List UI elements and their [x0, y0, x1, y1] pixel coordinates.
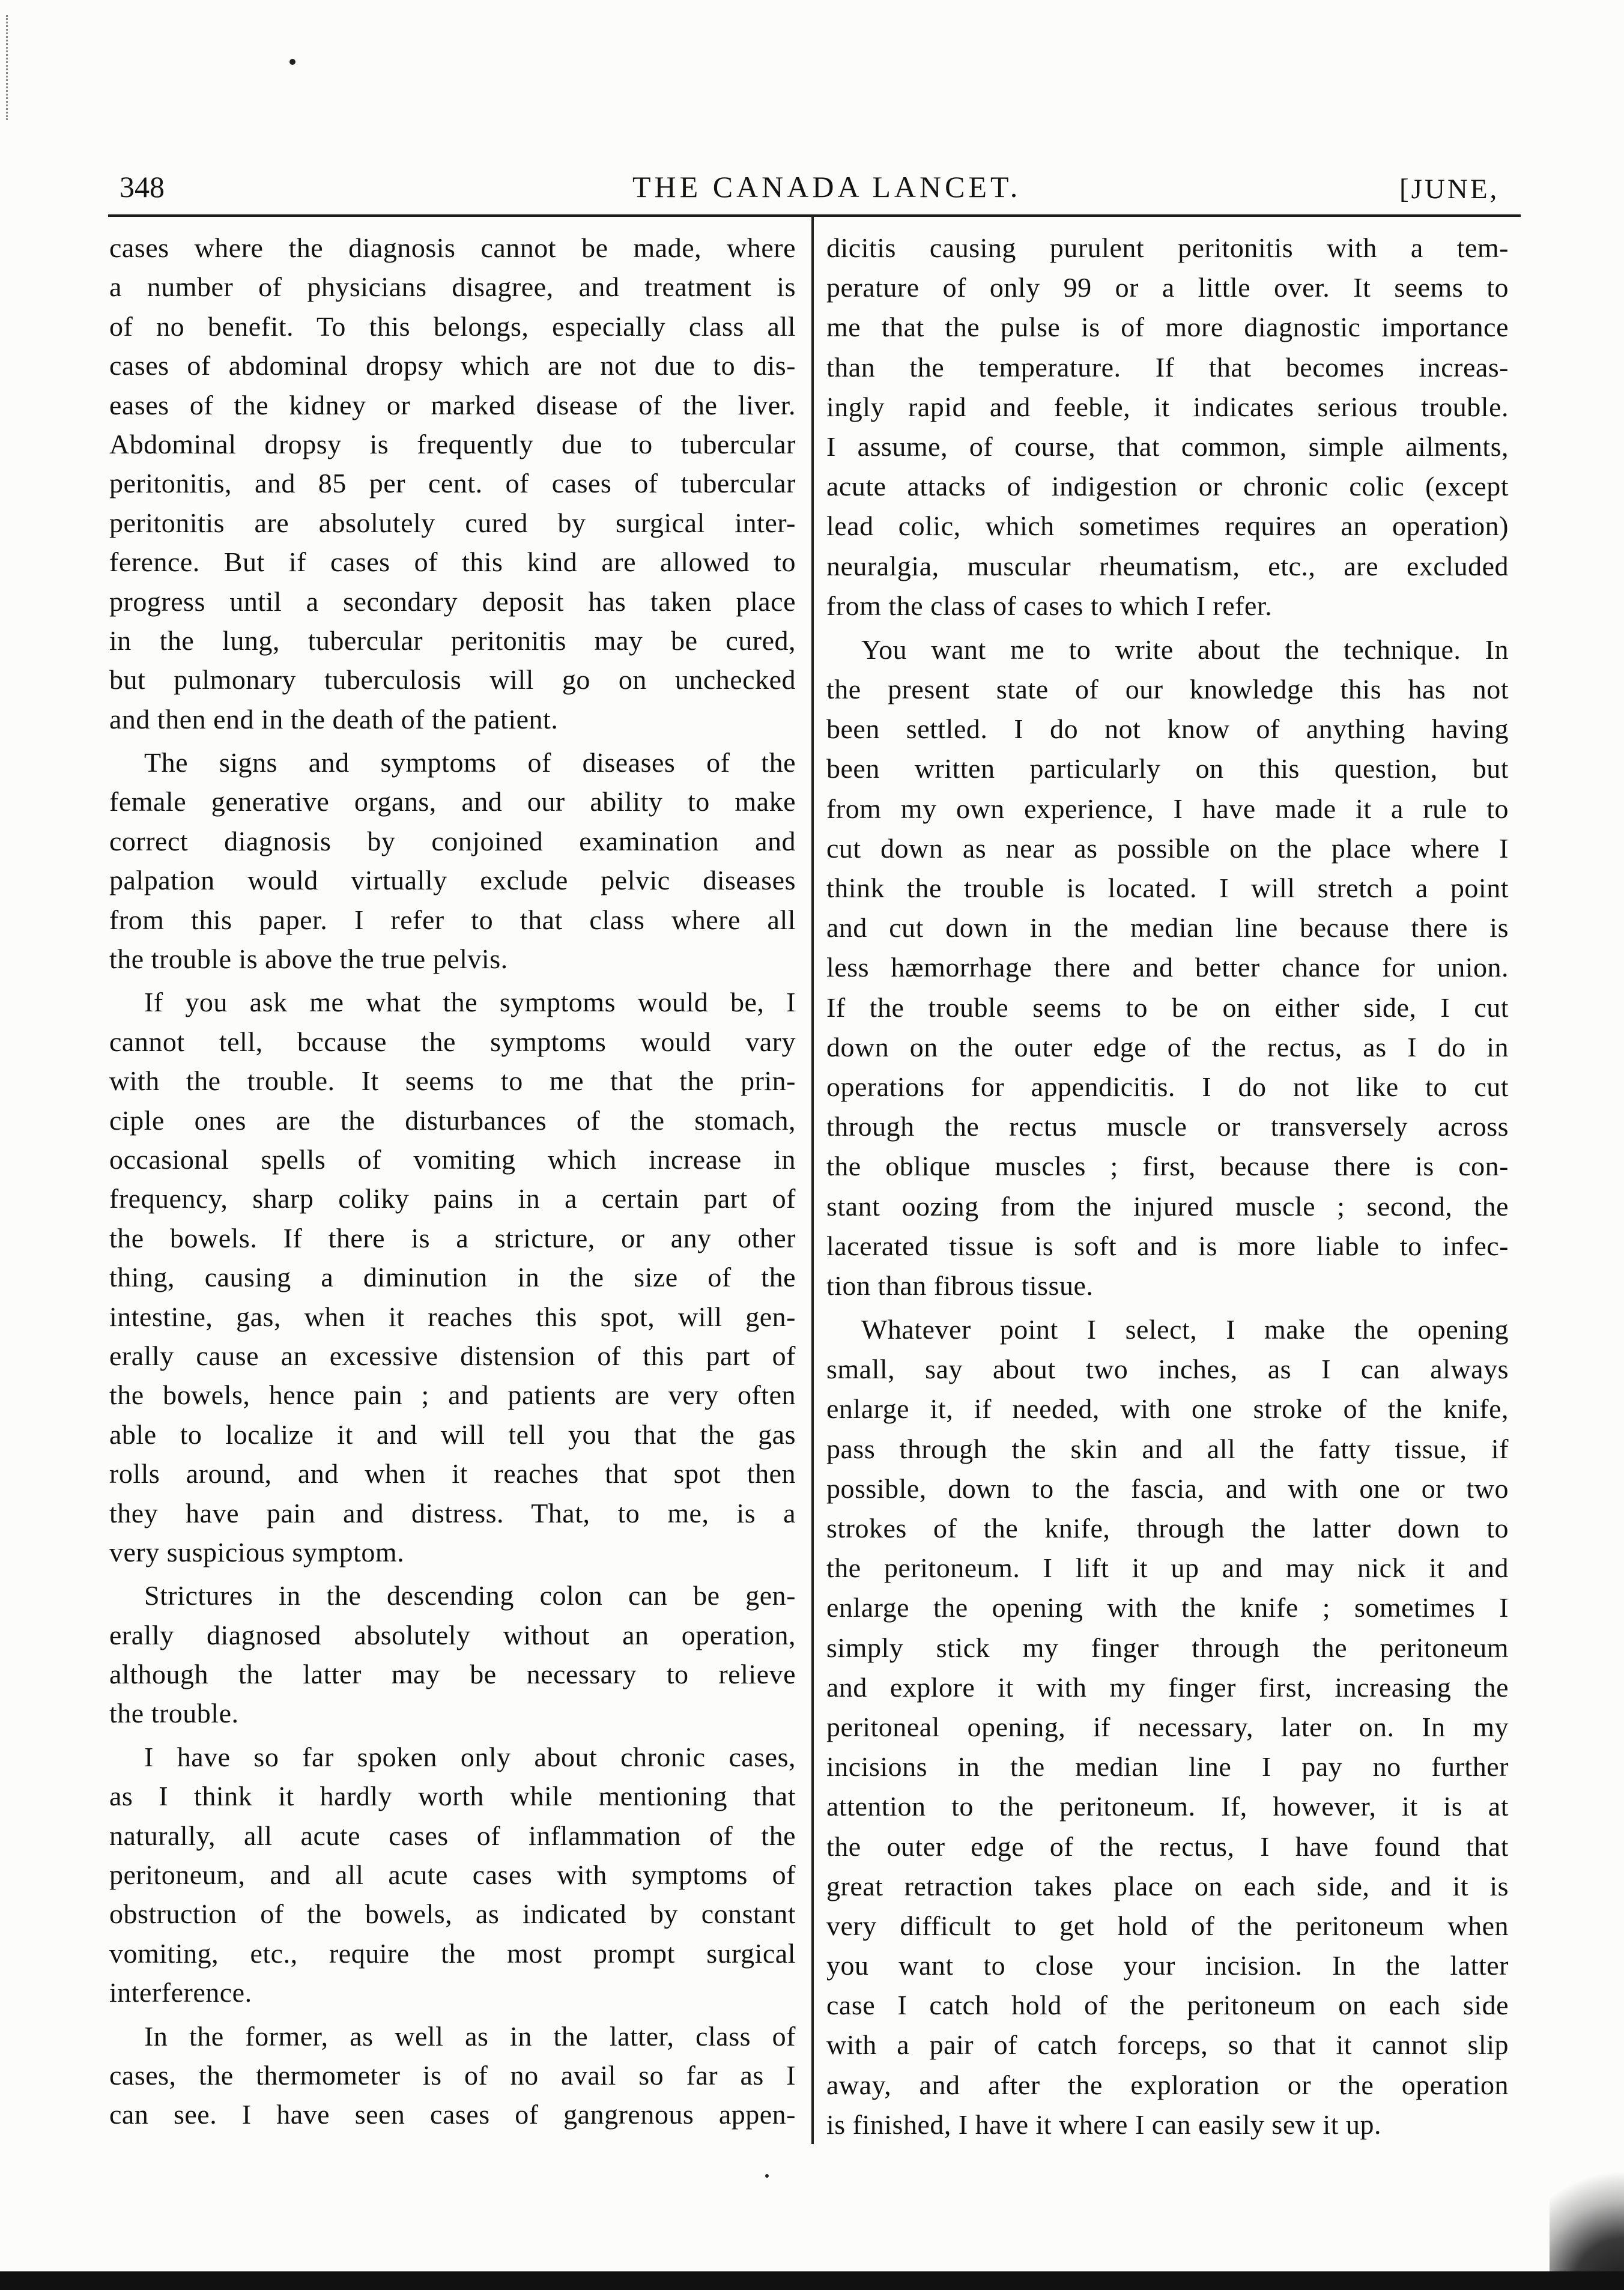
- text-line: down on the outer edge of the rectus, as I do in: [826, 1031, 1509, 1062]
- text-line: cases where the diagnosis cannot be made, where: [109, 232, 796, 263]
- text-line: me that the pulse is of more diagnostic importance: [826, 312, 1509, 343]
- header-rule: [108, 214, 1521, 217]
- text-line: very suspicious symptom.: [109, 1536, 405, 1568]
- text-line: Whatever point I select, I make the opening: [861, 1314, 1509, 1345]
- text-line: very difficult to get hold of the peritoneum when: [826, 1910, 1509, 1941]
- paragraph: [109, 228, 796, 739]
- right-column: [826, 228, 1509, 2145]
- text-line: peritonitis are absolutely cured by surgical inter-: [109, 507, 796, 538]
- text-line: case I catch hold of the peritoneum on each side: [826, 1990, 1509, 2021]
- text-line: able to localize it and will tell you that the gas: [109, 1419, 796, 1450]
- text-line: incisions in the median line I pay no further: [826, 1751, 1509, 1783]
- text-line: peritoneal opening, if necessary, later on. In my: [826, 1711, 1509, 1742]
- page-bottom-edge: [0, 2271, 1624, 2290]
- margin-marks: [6, 15, 8, 120]
- text-line: great retraction takes place on each side, and it is: [826, 1870, 1509, 1901]
- text-line: enlarge the opening with the knife ; sometimes I: [826, 1592, 1509, 1623]
- text-line: cut down as near as possible on the place where I: [826, 832, 1509, 864]
- text-line: cases of abdominal dropsy which are not due to dis-: [109, 350, 796, 381]
- text-line: less hæmorrhage there and better chance for union.: [826, 952, 1509, 983]
- text-line: Abdominal dropsy is frequently due to tubercular: [109, 428, 796, 459]
- text-line: thing, causing a diminution in the size of the: [109, 1262, 796, 1293]
- text-line: is finished, I have it where I can easily sew it up.: [826, 2109, 1382, 2140]
- text-line: think the trouble is located. I will stretch a point: [826, 873, 1509, 903]
- text-line: correct diagnosis by conjoined examination and: [109, 825, 796, 856]
- text-line: vomiting, etc., require the most prompt surgical: [109, 1937, 796, 1969]
- paragraph: [826, 1310, 1509, 2145]
- text-line: ference. But if cases of this kind are allowed to: [109, 547, 796, 578]
- text-line: peritoneum, and all acute cases with symptoms of: [109, 1859, 796, 1891]
- text-line: neuralgia, muscular rheumatism, etc., are excluded: [826, 550, 1509, 581]
- text-line: small, say about two inches, as I can always: [826, 1354, 1509, 1385]
- text-line: although the latter may be necessary to relieve: [109, 1659, 796, 1690]
- text-line: peritonitis, and 85 per cent. of cases of tubercular: [109, 468, 796, 499]
- text-line: and then end in the death of the patient.: [109, 703, 559, 735]
- text-line: in the lung, tubercular peritonitis may be cured,: [109, 625, 796, 656]
- text-line: perature of only 99 or a little over. It seems to: [826, 272, 1509, 303]
- text-line: the present state of our knowledge this has not: [826, 674, 1509, 705]
- text-line: frequency, sharp coliky pains in a certain part of: [109, 1183, 796, 1214]
- text-line: the peritoneum. I lift it up and may nick it and: [826, 1552, 1509, 1584]
- text-line: strokes of the knife, through the latter down to: [826, 1513, 1509, 1543]
- text-line: I assume, of course, that common, simple ailments,: [826, 431, 1509, 462]
- text-line: Strictures in the descending colon can be gen-: [144, 1580, 796, 1611]
- text-line: through the rectus muscle or transversely across: [826, 1111, 1509, 1142]
- text-line: from this paper. I refer to that class where all: [109, 904, 796, 935]
- text-line: possible, down to the fascia, and with one or two: [826, 1473, 1509, 1504]
- paragraph: [109, 1737, 796, 2013]
- text-line: and explore it with my finger first, increasing the: [826, 1671, 1509, 1703]
- paragraph: [109, 743, 796, 978]
- text-line: progress until a secondary deposit has taken place: [109, 586, 796, 617]
- paragraph: [826, 228, 1509, 626]
- text-line: lead colic, which sometimes requires an operation): [826, 510, 1509, 542]
- text-line: female generative organs, and our ability to make: [109, 786, 796, 817]
- text-line: can see. I have seen cases of gangrenous appen-: [109, 2099, 796, 2130]
- text-line: I have so far spoken only about chronic cases,: [144, 1741, 796, 1772]
- text-line: naturally, all acute cases of inflammation of the: [109, 1820, 796, 1851]
- text-line: occasional spells of vomiting which increase in: [109, 1143, 796, 1175]
- text-line: In the former, as well as in the latter, class of: [144, 2020, 796, 2052]
- text-line: the trouble is above the true pelvis.: [109, 944, 508, 975]
- text-line: stant oozing from the injured muscle ; second, the: [826, 1190, 1509, 1222]
- text-line: pass through the skin and all the fatty tissue, if: [826, 1433, 1509, 1464]
- text-line: interference.: [109, 1977, 252, 2008]
- text-line: a number of physicians disagree, and treatment is: [109, 271, 796, 303]
- journal-title: THE CANADA LANCET.: [632, 170, 1022, 204]
- left-column: [109, 228, 796, 2134]
- text-line: attention to the peritoneum. If, however, it is at: [826, 1791, 1509, 1822]
- text-line: with a pair of catch forceps, so that it cannot slip: [826, 2029, 1509, 2061]
- text-line: with the trouble. It seems to me that the prin-: [109, 1065, 796, 1097]
- text-line: as I think it hardly worth while mentioning that: [109, 1781, 796, 1812]
- text-line: the bowels. If there is a stricture, or any other: [109, 1222, 796, 1253]
- text-line: lacerated tissue is soft and is more liable to infec-: [826, 1230, 1509, 1261]
- ink-speck: [289, 59, 295, 65]
- text-line: If you ask me what the symptoms would be, I: [144, 987, 796, 1018]
- text-line: You want me to write about the technique. In: [861, 634, 1509, 665]
- text-line: than the temperature. If that becomes increas-: [826, 351, 1509, 383]
- text-line: tion than fibrous tissue.: [826, 1270, 1094, 1301]
- text-line: palpation would virtually exclude pelvic diseases: [109, 865, 796, 896]
- text-line: away, and after the exploration or the operation: [826, 2069, 1509, 2100]
- text-line: operations for appendicitis. I do not like to cut: [826, 1071, 1509, 1102]
- text-line: ingly rapid and feeble, it indicates serious trouble.: [826, 391, 1509, 422]
- text-line: the trouble.: [109, 1698, 239, 1729]
- ink-speck: [765, 2174, 769, 2178]
- text-line: they have pain and distress. That, to me, is a: [109, 1497, 796, 1528]
- page-number: 348: [120, 170, 165, 204]
- text-line: from the class of cases to which I refer.: [826, 590, 1273, 621]
- text-line: the bowels, hence pain ; and patients are very often: [109, 1380, 796, 1411]
- text-line: the outer edge of the rectus, I have found that: [826, 1831, 1509, 1862]
- text-line: you want to close your incision. In the latter: [826, 1950, 1509, 1981]
- text-line: been settled. I do not know of anything having: [826, 713, 1509, 745]
- paragraph: [109, 983, 796, 1572]
- text-line: simply stick my finger through the peritoneum: [826, 1632, 1509, 1663]
- paragraph: [109, 2017, 796, 2134]
- text-line: cannot tell, bccause the symptoms would vary: [109, 1026, 796, 1057]
- text-line: but pulmonary tuberculosis will go on unchecked: [109, 664, 796, 695]
- issue-month: [JUNE,: [1399, 174, 1500, 205]
- text-line: erally cause an excessive distension of this part of: [109, 1340, 796, 1371]
- text-line: of no benefit. To this belongs, especially class all: [109, 310, 796, 342]
- text-line: enlarge it, if needed, with one stroke of the knife,: [826, 1393, 1509, 1425]
- text-line: acute attacks of indigestion or chronic colic (except: [826, 471, 1509, 502]
- text-line: obstruction of the bowels, as indicated by constant: [109, 1898, 796, 1930]
- text-line: rolls around, and when it reaches that spot then: [109, 1458, 796, 1489]
- text-line: erally diagnosed absolutely without an operation,: [109, 1619, 796, 1650]
- paragraph: [109, 1576, 796, 1733]
- text-line: eases of the kidney or marked disease of the liver.: [109, 389, 796, 420]
- text-line: intestine, gas, when it reaches this spot, will gen-: [109, 1301, 796, 1332]
- column-divider: [811, 216, 814, 2144]
- text-line: cases, the thermometer is of no avail so far as I: [109, 2059, 796, 2091]
- text-line: The signs and symptoms of diseases of the: [144, 747, 796, 778]
- paragraph: [826, 630, 1509, 1306]
- text-line: been written particularly on this question, but: [826, 753, 1509, 784]
- text-line: and cut down in the median line because there is: [826, 912, 1509, 944]
- text-line: ciple ones are the disturbances of the stomach,: [109, 1104, 796, 1136]
- text-line: If the trouble seems to be on either side, I cut: [826, 992, 1509, 1023]
- text-line: the oblique muscles ; first, because there is con-: [826, 1151, 1509, 1182]
- text-line: dicitis causing purulent peritonitis with a tem-: [826, 232, 1509, 263]
- text-line: from my own experience, I have made it a rule to: [826, 793, 1509, 824]
